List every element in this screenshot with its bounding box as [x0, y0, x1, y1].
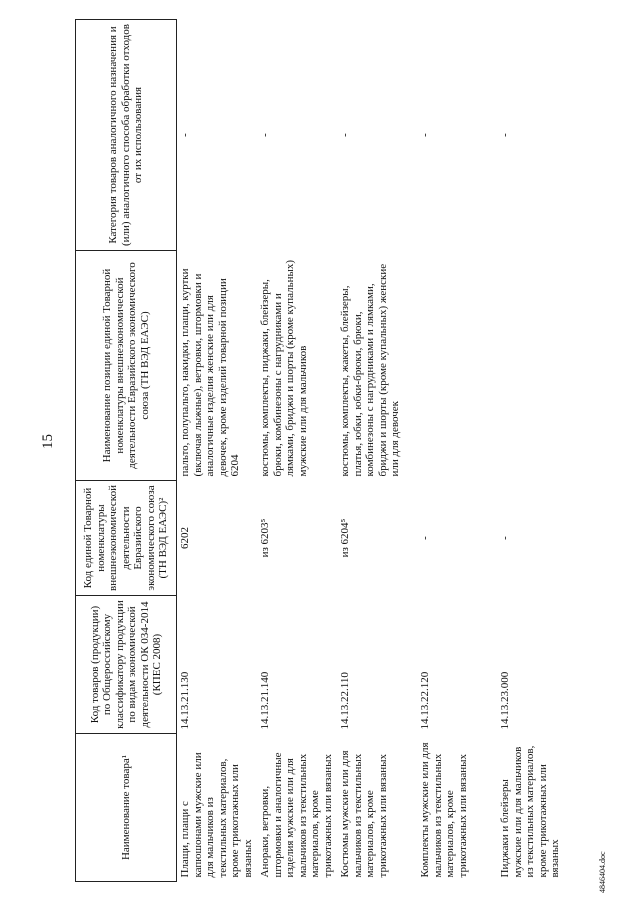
cell-tnved-code: из 6203⁵: [259, 518, 271, 558]
cell-tnved-code: из 6204⁵: [339, 518, 351, 558]
cell-category: -: [259, 133, 271, 137]
header-okpd-code: Код товаров (продукции) по Общероссийскому классификатору продукции по видам экономической деятельности ОК 034-2014 (КПЕС 2008): [76, 596, 177, 734]
cell-okpd-code: 14.13.22.110: [339, 672, 351, 730]
cell-okpd-code: 14.13.21.130: [179, 671, 191, 730]
header-category: Категория товаров аналогичного назначения и (или) аналогичного способа обработки отходов от их использования: [76, 20, 177, 251]
cell-tnved-name: костюмы, комплекты, жакеты, блейзеры, платья, юбки, юбки-брюки, брюки, комбинезоны с нагрудниками и лямками, бриджи и шорты (кроме купальных) женские или для девочек: [339, 263, 401, 477]
header-tnved-code: Код единой Товарной номенклатуры внешнеэкономической деятельности Евразийского экономического союза (ТН ВЭД ЕАЭС)²: [76, 481, 177, 596]
cell-product-name: Костюмы мужские или для мальчиков из текстильных материалов, кроме трикотажных или вязаных: [339, 750, 389, 878]
cell-okpd-code: 14.13.22.120: [419, 671, 431, 730]
cell-tnved-name: костюмы, комплекты, пиджаки, блейзеры, брюки, комбинезоны с нагрудниками и лямками, бриджи и шорты (кроме купальных) мужские или для мальчиков: [259, 259, 309, 477]
cell-tnved-name: [497, 251, 564, 481]
document-reference: 4846404.doc: [598, 851, 607, 893]
cell-product-name: Плащи, плащи с капюшонами мужские или для мальчиков из текстильных материалов, кроме трикотажных или вязаных: [179, 752, 254, 878]
cell-tnved-code: -: [419, 536, 431, 540]
cell-category: -: [179, 133, 191, 137]
table-row: [337, 20, 417, 882]
rotated-table-container: [75, 20, 595, 882]
cell-tnved-code: 6202: [179, 527, 191, 549]
cell-product-name: Пиджаки и блейзеры мужские или для мальчиков из текстильных материалов, кроме трикотажных или вязаных: [499, 745, 561, 878]
cell-tnved-name: пальто, полупальто, накидки, плащи, куртки (включая лыжные), ветровки, штормовки и аналогичные изделия женские или для девочек, кроме изделий товарной позиции 6204: [179, 268, 241, 477]
cell-product-name: Анораки, ветровки, штормовки и аналогичные изделия мужские или для мальчиков из текстильных материалов, кроме трикотажных или вязаных: [259, 752, 334, 878]
header-product-name: Наименование товара¹: [76, 734, 177, 882]
cell-okpd-code: 14.13.21.140: [259, 671, 271, 730]
cell-category: -: [499, 133, 511, 137]
table-header-row: [76, 20, 177, 882]
table-row: [177, 20, 258, 882]
goods-table: [75, 19, 564, 882]
cell-okpd-code: 14.13.23.000: [499, 671, 511, 730]
page-number: 15: [40, 434, 56, 449]
cell-tnved-code: -: [499, 536, 511, 540]
table-row: [257, 20, 337, 882]
cell-tnved-name: [417, 251, 497, 481]
cell-category: -: [419, 133, 431, 137]
table-row: [497, 20, 564, 882]
table-row: [417, 20, 497, 882]
header-tnved-name: Наименование позиции единой Товарной номенклатуры внешнеэкономической деятельности Евразийского экономического союза (ТН ВЭД ЕАЭС): [76, 251, 177, 481]
cell-product-name: Комплекты мужские или для мальчиков из текстильных материалов, кроме трикотажных или вязаных: [419, 742, 469, 878]
cell-category: -: [339, 133, 351, 137]
